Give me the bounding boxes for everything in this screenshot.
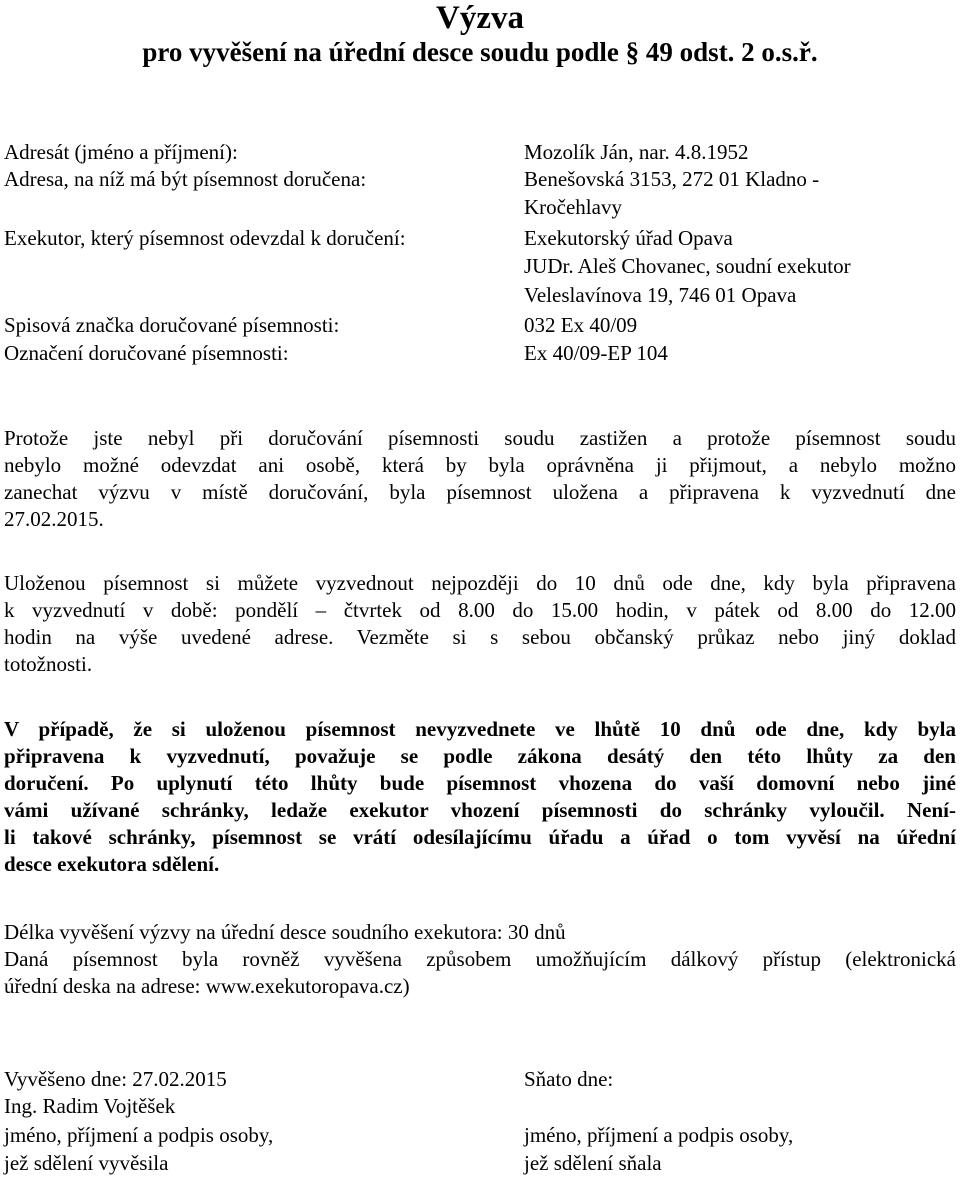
paragraph-line: hodin na výše uvedené adrese. Vezměte si s sebou občanský průkaz nebo jiný doklad bbox=[4, 625, 956, 649]
posted-signature-caption-line2: jež sdělení vyvěsila bbox=[4, 1151, 169, 1175]
paragraph-deadline-warning bbox=[4, 716, 956, 878]
executor-value-line3: Veleslavínova 19, 746 01 Opava bbox=[524, 283, 797, 307]
posted-date: Vyvěšeno dne: 27.02.2015 bbox=[4, 1067, 227, 1091]
executor-value-line2: JUDr. Aleš Chovanec, soudní exekutor bbox=[524, 254, 851, 278]
addressee-label: Adresát (jméno a příjmení): bbox=[4, 140, 238, 164]
paragraph-line: vámi užívané schránky, ledaže exekutor vhození písemnosti do schránky vyloučil. Není- bbox=[4, 798, 956, 822]
paragraph-line: 27.02.2015. bbox=[4, 507, 104, 531]
paragraph-not-delivered bbox=[4, 425, 956, 533]
paragraph-line: zanechat výzvu v místě doručování, byla písemnost uložena a připravena k vyzvednutí dne bbox=[4, 480, 956, 504]
paragraph-line: doručení. Po uplynutí této lhůty bude písemnost vhozena do vaší domovní nebo jiné bbox=[4, 771, 956, 795]
paragraph-pickup-info bbox=[4, 570, 956, 678]
file-mark-label: Spisová značka doručované písemnosti: bbox=[4, 313, 340, 337]
posting-duration: Délka vyvěšení výzvy na úřední desce soudního exekutora: 30 dnů bbox=[4, 920, 566, 944]
posted-by-name: Ing. Radim Vojtěšek bbox=[4, 1094, 176, 1118]
doc-mark-label: Označení doručované písemnosti: bbox=[4, 341, 289, 365]
paragraph-line: totožnosti. bbox=[4, 652, 93, 676]
paragraph-line: Uloženou písemnost si můžete vyzvednout nejpozději do 10 dnů ode dne, kdy byla připravena bbox=[4, 571, 956, 595]
doc-mark-value: Ex 40/09-EP 104 bbox=[524, 341, 668, 365]
executor-value-line1: Exekutorský úřad Opava bbox=[524, 226, 733, 250]
address-value-line1: Benešovská 3153, 272 01 Kladno - bbox=[524, 167, 820, 191]
electronic-posting-note bbox=[4, 946, 956, 1000]
paragraph-line: Daná písemnost byla rovněž vyvěšena způsobem umožňujícím dálkový přístup (elektronická bbox=[4, 947, 956, 971]
posted-signature-caption-line1: jméno, příjmení a podpis osoby, bbox=[4, 1123, 274, 1147]
address-value-line2: Kročehlavy bbox=[524, 195, 622, 219]
executor-label: Exekutor, který písemnost odevzdal k doručení: bbox=[4, 226, 406, 250]
paragraph-line: desce exekutora sdělení. bbox=[4, 852, 220, 876]
document-subtitle: pro vyvěšení na úřední desce soudu podle § 49 odst. 2 o.s.ř. bbox=[142, 37, 818, 67]
removed-signature-caption-line2: jež sdělení sňala bbox=[524, 1151, 662, 1175]
removed-date: Sňato dne: bbox=[524, 1067, 614, 1091]
removed-signature-caption-line1: jméno, příjmení a podpis osoby, bbox=[524, 1123, 794, 1147]
document-title: Výzva bbox=[436, 0, 524, 36]
address-label: Adresa, na níž má být písemnost doručena: bbox=[4, 167, 367, 191]
paragraph-line: úřední deska na adrese: www.exekutoropava.cz) bbox=[4, 974, 410, 998]
paragraph-line: V případě, že si uloženou písemnost nevyzvednete ve lhůtě 10 dnů ode dne, kdy byla bbox=[4, 717, 956, 741]
paragraph-line: nebylo možné odevzdat ani osobě, která by byla oprávněna ji přijmout, a nebylo možno bbox=[4, 453, 956, 477]
paragraph-line: li takové schránky, písemnost se vrátí odesílajícímu úřadu a úřad o tom vyvěsí na úřední bbox=[4, 825, 956, 849]
paragraph-line: k vyzvednutí v době: pondělí – čtvrtek od 8.00 do 15.00 hodin, v pátek od 8.00 do 12.00 bbox=[4, 598, 956, 622]
paragraph-line: Protože jste nebyl při doručování písemnosti soudu zastižen a protože písemnost soudu bbox=[4, 426, 956, 450]
file-mark-value: 032 Ex 40/09 bbox=[524, 313, 638, 337]
addressee-value: Mozolík Ján, nar. 4.8.1952 bbox=[524, 140, 749, 164]
paragraph-line: připravena k vyzvednutí, považuje se podle zákona desátý den této lhůty za den bbox=[4, 744, 956, 768]
